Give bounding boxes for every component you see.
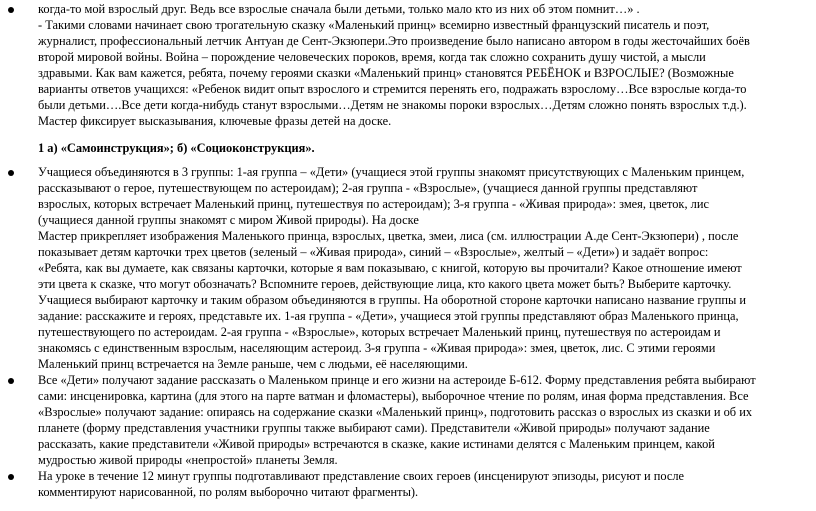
bullet-icon <box>8 378 14 384</box>
p3-line-0: Учащиеся объединяются в 3 группы: 1-ая группа – «Дети» (учащиеся этой группы знакомят присутствующих с Маленьким принцем, <box>38 165 745 179</box>
p3-line-11: знакомясь с единственным взрослым, населяющим астероид. 3-я группа - «Живая природа»: змея, цветок, лис. С этими героями <box>38 341 716 355</box>
p2-line-2: второй мировой войны. Война – порождение человеческих пороков, время, когда так сложно сохранить душу чистой, а мысли <box>38 50 706 64</box>
p2-line-1: журналист, профессиональный летчик Антуан де Сент-Экзюпери.Это произведение было написано автором в годы жесточайших боёв <box>38 34 750 48</box>
bullet-icon <box>8 474 14 480</box>
p2-line-6: Мастер фиксирует высказывания, ключевые фразы детей на доске. <box>38 114 392 128</box>
p4-line-3: планете (форму представления участники группы также выбирают сами). Представители «Живой природы» получают задание <box>38 421 710 435</box>
p2-line-3: здравыми. Как вам кажется, ребята, почему героями сказки «Маленький принц» становятся РЕБЁНОК и ВЗРОСЛЫЕ? (Возможные <box>38 66 734 80</box>
bullet-icon <box>8 7 14 13</box>
p3-line-10: путешествующего по астероидам. 2-ая группа - «Взрослые», которых встречает Маленький принц, путешествуя по астероидам и <box>38 325 721 339</box>
p3-line-2: взрослых, которых встречает Маленький принц, путешествуя по астероидам); 3-я группа - «Живая природа»: змея, цветок, лис <box>38 197 709 211</box>
p3-line-8: Учащиеся выбирают карточку и таким образом объединяются в группы. На оборотной стороне карточки написано название группы и <box>38 293 747 307</box>
p5-line-1: комментируют нарисованной, по ролям выборочно читают фрагменты). <box>38 485 419 499</box>
p5-line-0: На уроке в течение 12 минут группы подготавливают представление своих героев (инсценируют эпизоды, рисуют и после <box>38 469 685 483</box>
p3-line-9: задание: расскажите и героях, представьте их. 1-ая группа - «Дети», учащиеся этой группы представляют образ Маленького принца, <box>38 309 739 323</box>
p4-line-2: «Взрослые» получают задание: опираясь на содержание сказки «Маленький принц», подготовить рассказ о взрослых из сказки и об их <box>38 405 753 419</box>
p4-line-5: мудростью живой природы «непростой» планеты Земля. <box>38 453 338 467</box>
p4-line-4: рассказать, какие представители «Живой природы» встречаются в сказке, какие истинами делятся с Маленьким принцем, какой <box>38 437 715 451</box>
p4-line-0: Все «Дети» получают задание рассказать о Маленьком принце и его жизни на астероиде Б-612. Форму представления ребята выбирают <box>38 373 756 387</box>
p2-line-5: были детьми….Все дети когда-нибудь станут взрослыми…Детям не знакомы пороки взрослых…Детям сложно понять взрослых т.д.). <box>38 98 747 112</box>
p2-line-4: варианты ответов учащихся: «Ребенок видит опыт взрослого и стремится перенять его, подражать взрослому…Все взрослые когда-то <box>38 82 747 96</box>
p3-line-6: «Ребята, как вы думаете, как связаны карточки, которые я вам показываю, с книгой, которую вы прочитали? Какое отношение имеют <box>38 261 742 275</box>
p3-line-5: показывает детям карточки трех цветов (зеленый – «Живая природа», синий – «Взрослые», желтый – «Дети») и задаёт вопрос: <box>38 245 709 259</box>
p3-line-12: Маленький принц встречается на Земле раньше, чем с людьми, её населяющими. <box>38 357 468 371</box>
p2-line-0: - Такими словами начинает свою трогательную сказку «Маленький принц» всемирно известный французский писатель и поэт, <box>38 18 710 32</box>
p3-line-7: эти цвета к сказке, что могут обозначать? Вспомните героев, действующие лица, кто какого цвета может быть? Выберите карточку. <box>38 277 732 291</box>
p3-line-4: Мастер прикрепляет изображения Маленького принца, взрослых, цветка, змеи, лиса (см. иллюстрации А.де Сент-Экзюпери) , после <box>38 229 739 243</box>
p3-line-3: (учащиеся данной группы знакомят с миром Живой природы). На доске <box>38 213 419 227</box>
p4-line-1: сами: инсценировка, картина (для этого на парте ватман и фломастеры), выборочное чтение по ролям, иная форма представления. Все <box>38 389 749 403</box>
p1-line-0: когда-то мой взрослый друг. Ведь все взрослые сначала были детьми, только мало кто из них об этом помнит…» . <box>38 2 640 16</box>
p3-line-1: рассказывают о герое, путешествующем по астероидам); 2-ая группа - «Взрослые», (учащиеся данной группы представляют <box>38 181 698 195</box>
section-heading: 1 а) «Самоинструкция»; б) «Социоконструкция». <box>38 141 315 155</box>
bullet-icon <box>8 170 14 176</box>
